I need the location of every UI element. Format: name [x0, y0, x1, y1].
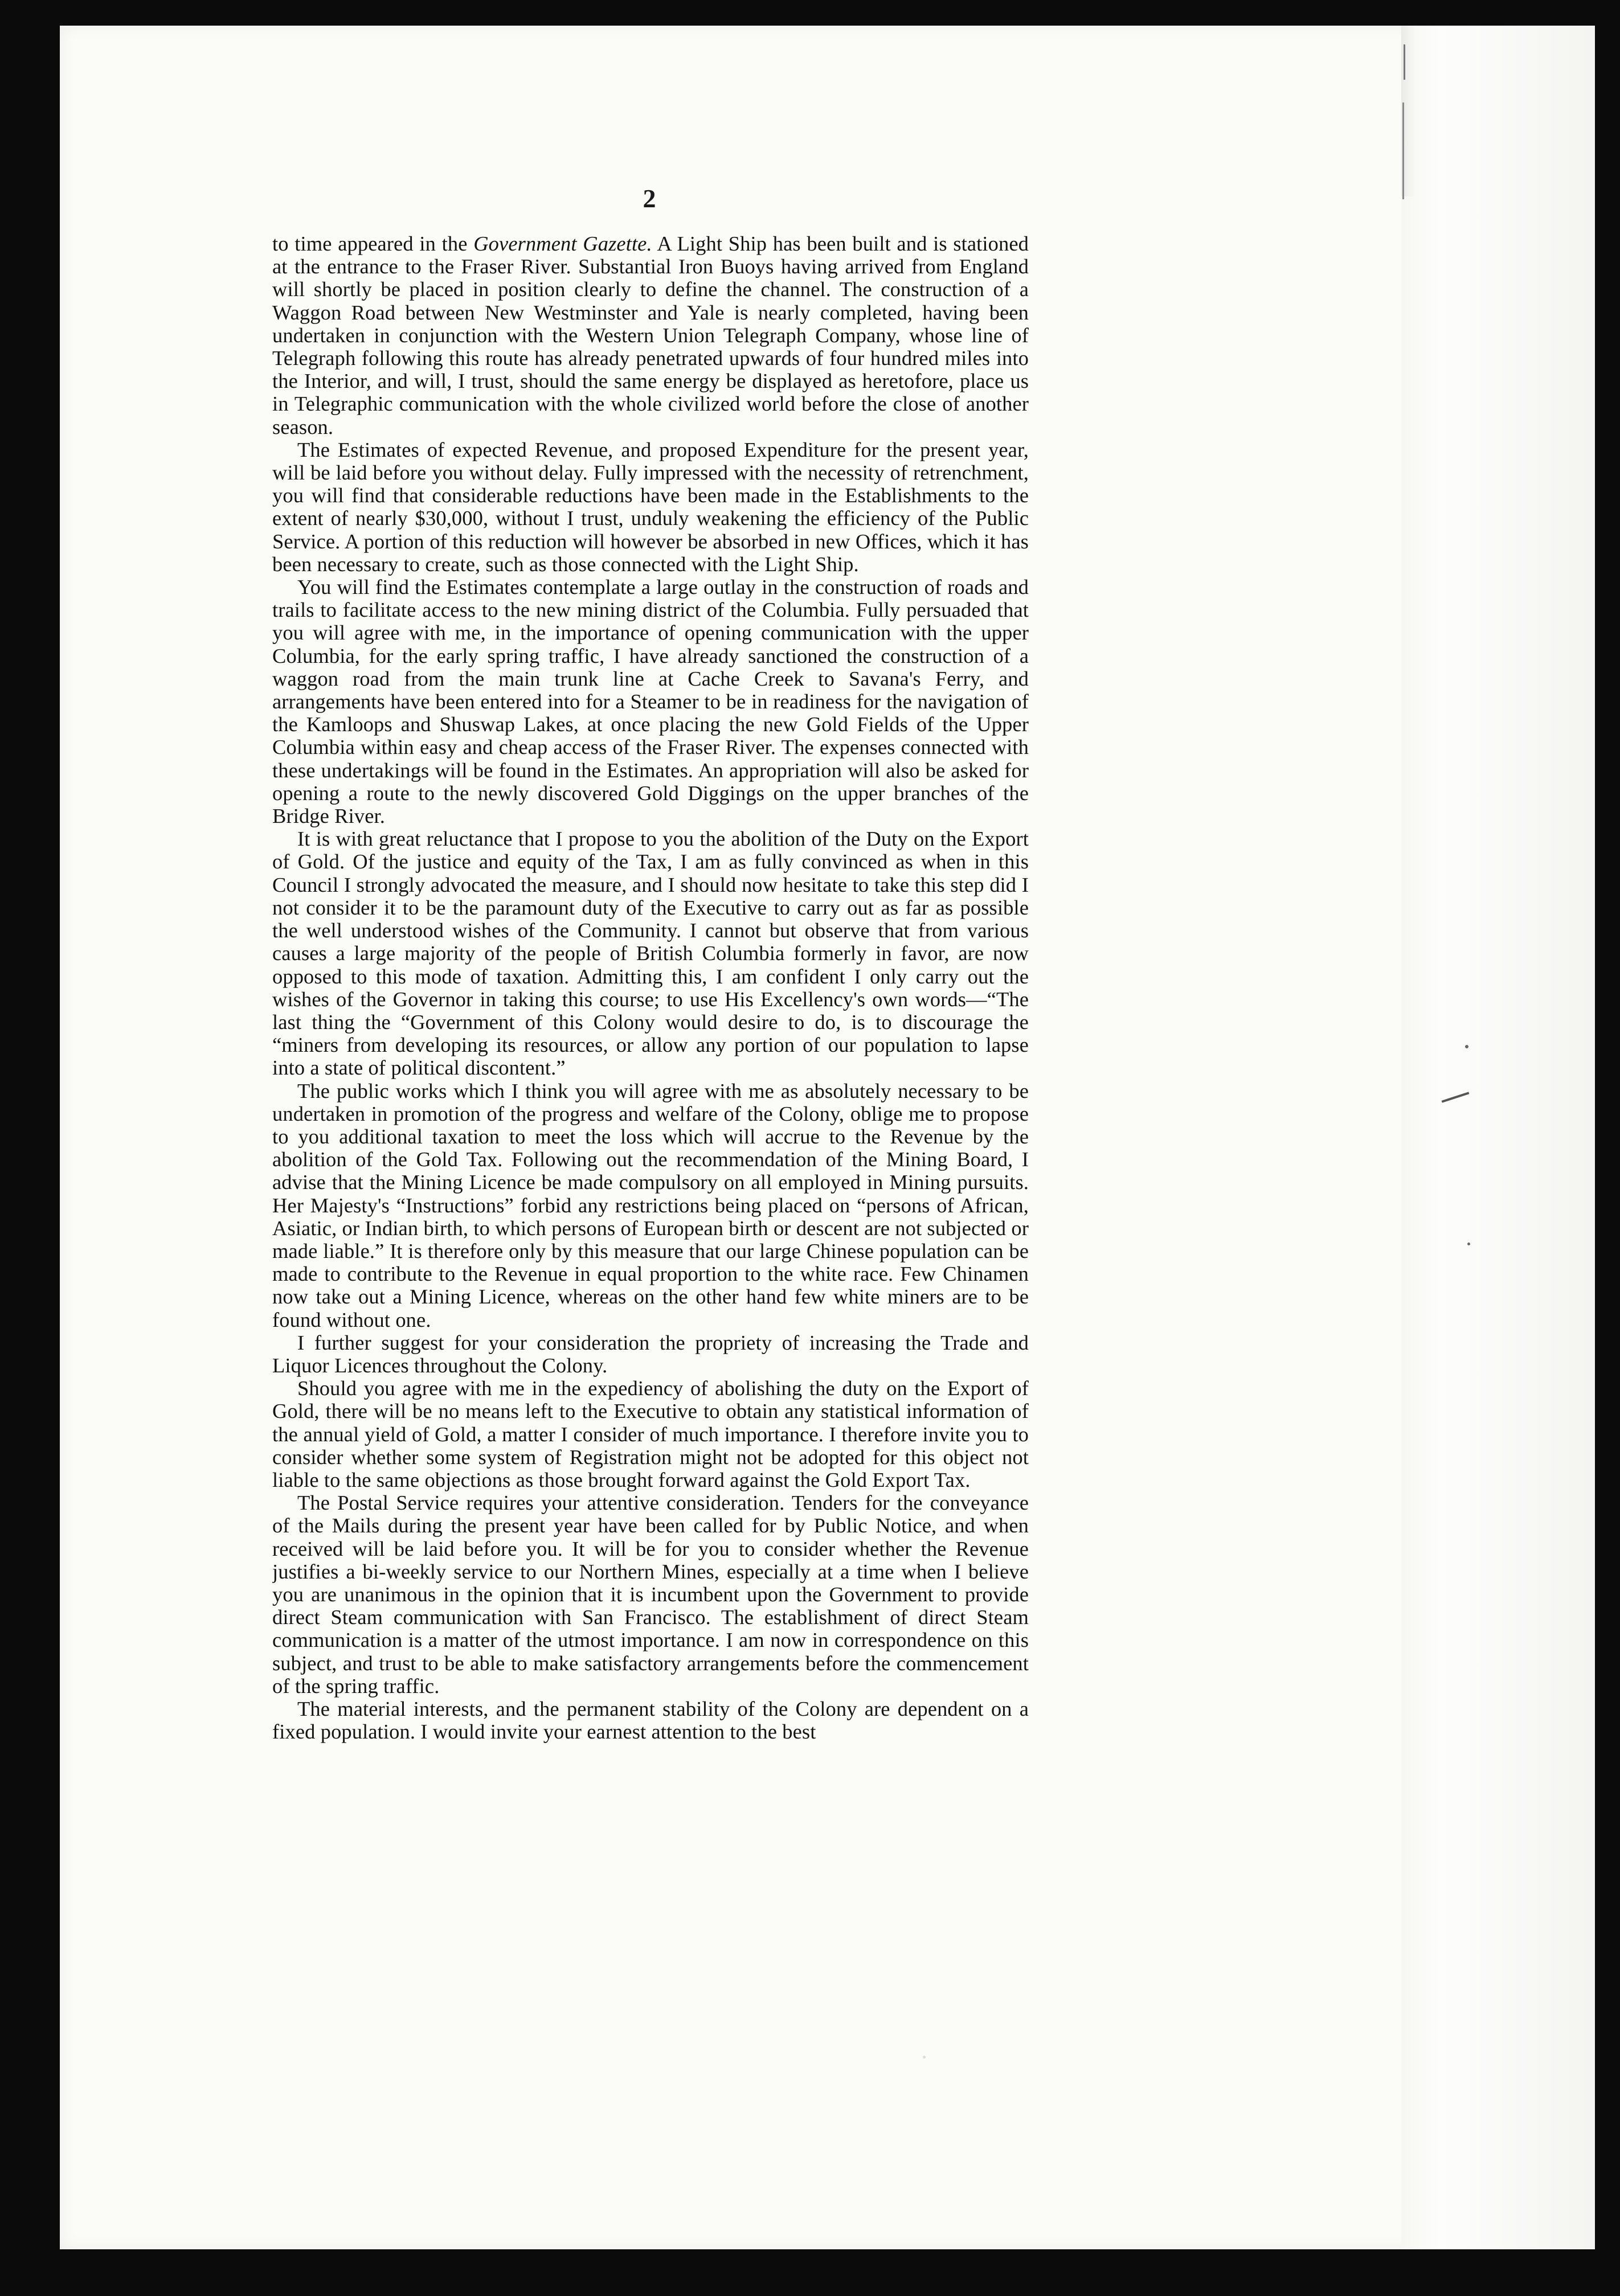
paragraph-estimates: The Estimates of expected Revenue, and proposed Expenditure for the present year, will be laid before you without delay. Fully impressed with the necessity of retrenchment, you will find that considerable reductions have been made in the Establishments to the extent of nearly $30,000, without I trust, unduly weakening the efficiency of the Public Service. A portion of this reduction will however be absorbed in new Offices, which it has been necessary to create, such as those connected with the Light Ship.: [272, 437, 1029, 576]
margin-mark-upper: [1402, 102, 1404, 199]
gazette-title: Government Gazette.: [473, 232, 652, 255]
page-number: 2: [643, 184, 656, 213]
adjacent-page-edge: [1401, 26, 1595, 2249]
margin-mark-middle: [1465, 1045, 1468, 1048]
scan-speck: [923, 2056, 926, 2059]
paragraph: [272, 232, 1029, 438]
paragraph-roads: You will find the Estimates contemplate a large outlay in the construction of roads and trails to facilitate access to the new mining district of the Columbia. Fully persuaded that you will agree with me, in the importance of opening communication with the upper Columbia, for the early spring traffic, I have already sanctioned the construction of a waggon road from the main trunk line at Cache Creek to Savana's Ferry, and arrangements have been entered into for a Steamer to be in readiness for the navigation of the Kamloops and Shuswap Lakes, at once placing the new Gold Fields of the Upper Columbia within easy and cheap access of the Fraser River. The expenses connected with these undertakings will be found in the Estimates. An appropriation will also be asked for opening a route to the newly discovered Gold Diggings on the upper branches of the Bridge River.: [272, 575, 1029, 828]
paragraph-gold-duty: It is with great reluctance that I propose to you the abolition of the Duty on the Export of Gold. Of the justice and equity of the Tax, I am as fully convinced as when in this Council I strongly advocated the measure, and I should now hesitate to take this step did I not consider it to be the paramount duty of the Executive to carry out as far as possible the well understood wishes of the Community. I cannot but observe that from various causes a large majority of the people of British Columbia formerly in favor, are now opposed to this mode of taxation. Admitting this, I am confident I only carry out the wishes of the Governor in taking this course; to use His Excellency's own words—“The last thing the “Government of this Colony would desire to do, is to discourage the “miners from developing its resources, or allow any portion of our population to lapse into a state of political discontent.”: [272, 827, 1029, 1080]
paragraph-population: The material interests, and the permanent stability of the Colony are dependent on a fixed population. I would invite your earnest attention to the best: [272, 1697, 1029, 1744]
margin-mark-top: [1400, 44, 1405, 80]
paragraph-trade-licences: I further suggest for your consideration the propriety of increasing the Trade and Liquor Licences throughout the Colony.: [272, 1330, 1029, 1377]
paragraph-mining-licence: The public works which I think you will agree with me as absolutely necessary to be undertaken in promotion of the progress and welfare of the Colony, oblige me to propose to you additional taxation to meet the loss which will accrue to the Revenue by the abolition of the Gold Tax. Following out the recommendation of the Mining Board, I advise that the Mining Licence be made compulsory on all employed in Mining pursuits. Her Majesty's “Instructions” forbid any restrictions being placed on “persons of African, Asiatic, or Indian birth, to which persons of European birth or descent are not subjected or made liable.” It is therefore only by this measure that our large Chinese population can be made to contribute to the Revenue in equal proportion to the white race. Few Chinamen now take out a Mining Licence, whereas on the other hand few white miners are to be found without one.: [272, 1079, 1029, 1331]
paragraph-text-lead: to time appeared in the: [272, 232, 474, 255]
margin-mark-lower: [1467, 1243, 1470, 1245]
paragraph-postal-service: The Postal Service requires your attentive consideration. Tenders for the conveyance of the Mails during the present year have been called for by Public Notice, and when received will be laid before you. It will be for you to consider whether the Revenue justifies a bi-weekly service to our Northern Mines, especially at a time when I believe you are unanimous in the opinion that it is incumbent upon the Government to provide direct Steam communication with San Francisco. The establishment of direct Steam communication is a matter of the utmost importance. I am now in correspondence on this subject, and trust to be able to make satisfactory arrangements before the commencement of the spring traffic.: [272, 1491, 1029, 1698]
paragraph-text-rest: A Light Ship has been built and is stationed at the entrance to the Fraser River. Substantial Iron Buoys having arrived from England will shortly be placed in position clearly to define the channel. The construction of a Waggon Road between New Westminster and Yale is nearly completed, having been undertaken in conjunction with the Western Union Telegraph Company, whose line of Telegraph following this route has already penetrated upwards of four hundred miles into the Interior, and will, I trust, should the same energy be displayed as heretofore, place us in Telegraphic communication with the whole civilized world before the close of another season.: [272, 232, 1029, 438]
document-body: [272, 232, 1029, 2053]
paragraph-registration: Should you agree with me in the expediency of abolishing the duty on the Export of Gold, there will be no means left to the Executive to obtain any statistical information of the annual yield of Gold, a matter I consider of much importance. I therefore invite you to consider whether some system of Registration might not be adopted for this object not liable to the same objections as those brought forward against the Gold Export Tax.: [272, 1376, 1029, 1491]
